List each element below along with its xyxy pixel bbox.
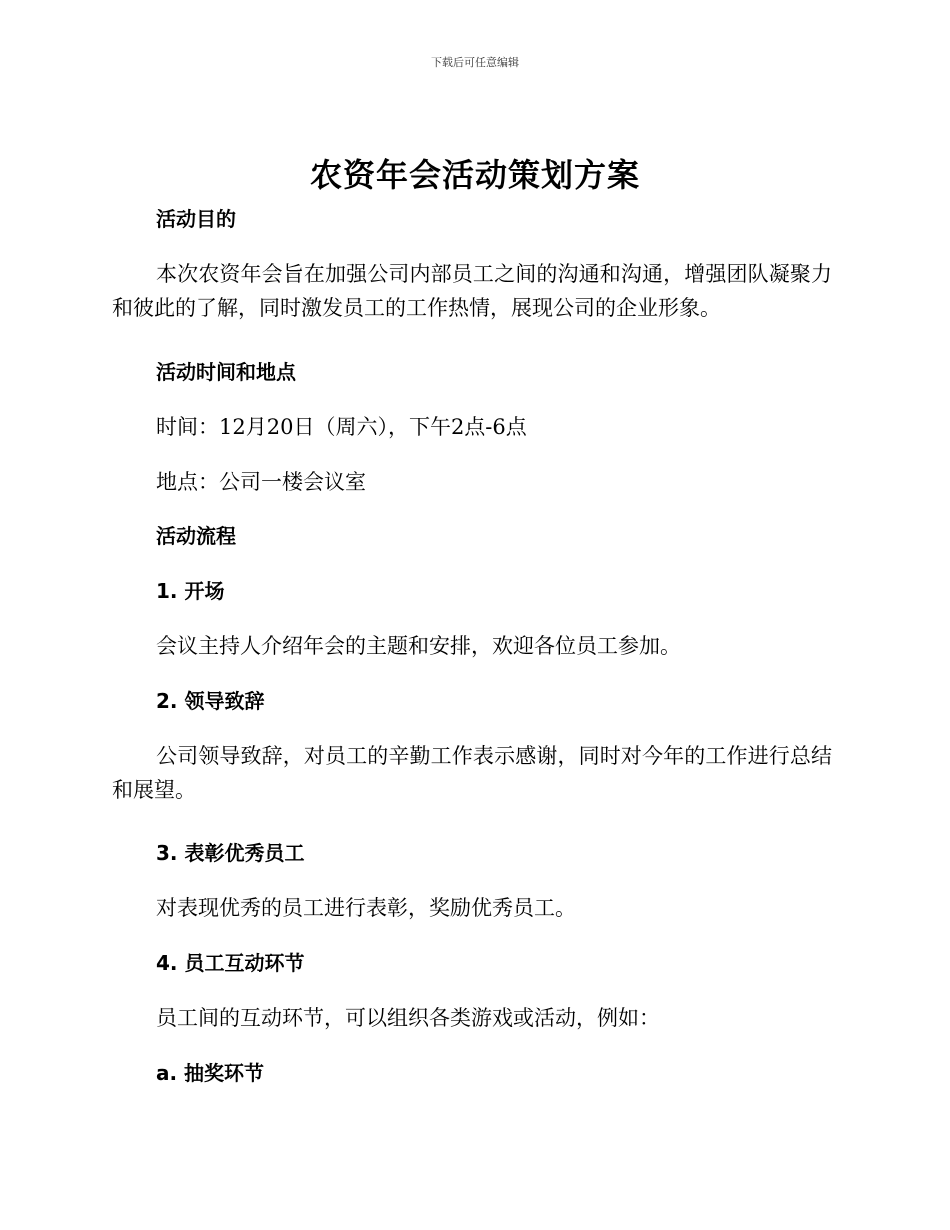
section-heading-purpose: 活动目的	[156, 207, 236, 231]
step-heading-interaction: 4. 员工互动环节	[156, 951, 305, 975]
step-heading-opening: 1. 开场	[156, 579, 225, 603]
section-heading-time-place: 活动时间和地点	[156, 360, 296, 384]
section-heading-process: 活动流程	[156, 524, 236, 548]
paragraph-interaction: 员工间的互动环节，可以组织各类游戏或活动，例如：	[156, 1006, 660, 1030]
paragraph-opening: 会议主持人介绍年会的主题和安排，欢迎各位员工参加。	[156, 634, 681, 658]
header-note: 下载后可任意编辑	[431, 56, 519, 69]
sub-step-heading-lottery: a. 抽奖环节	[156, 1061, 265, 1085]
paragraph-purpose: 本次农资年会旨在加强公司内部员工之间的沟通和沟通，增强团队凝聚力和彼此的了解，同时激发员工的工作热情，展现公司的企业形象。	[112, 262, 832, 320]
step-heading-awards: 3. 表彰优秀员工	[156, 841, 305, 865]
step-heading-leader-speech: 2. 领导致辞	[156, 689, 265, 713]
paragraph-awards: 对表现优秀的员工进行表彰，奖励优秀员工。	[156, 896, 576, 920]
document-title: 农资年会活动策划方案	[309, 156, 640, 194]
paragraph-place: 地点：公司一楼会议室	[156, 470, 366, 494]
paragraph-time: 时间：12月20日（周六），下午2点-6点	[156, 415, 527, 439]
paragraph-leader-speech: 公司领导致辞，对员工的辛勤工作表示感谢，同时对今年的工作进行总结和展望。	[112, 744, 832, 802]
